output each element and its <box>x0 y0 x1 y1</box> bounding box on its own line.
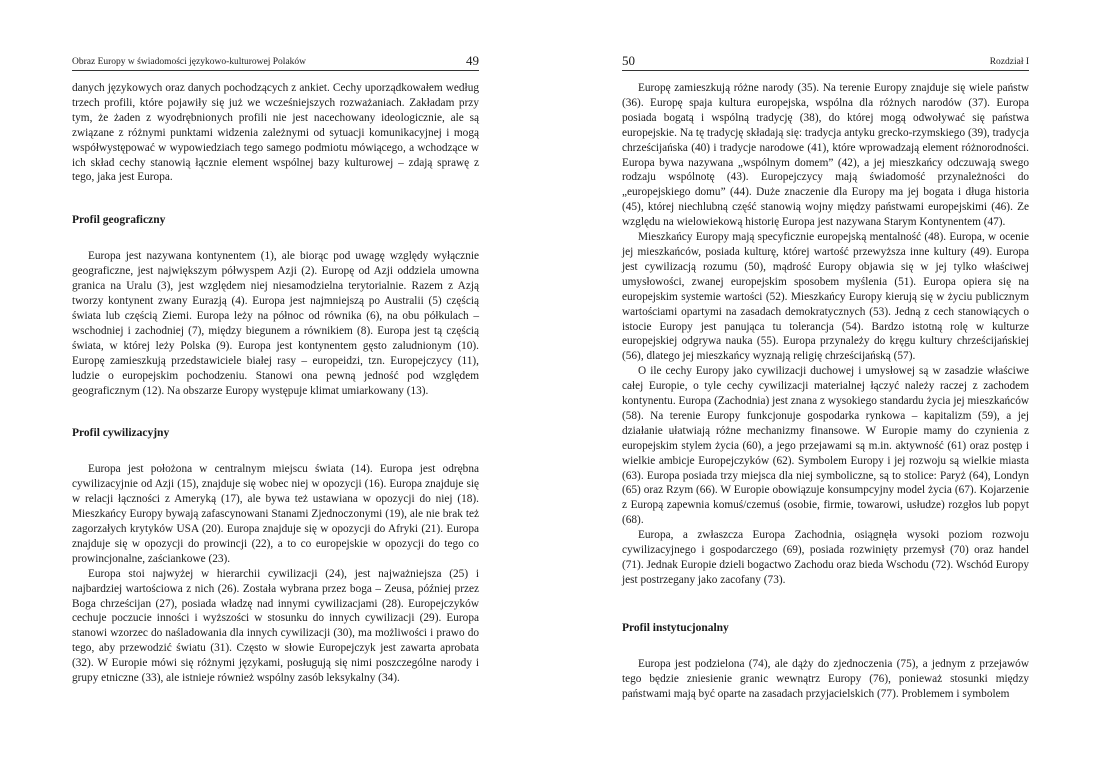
civ-paragraph-2: Europa stoi najwyżej w hierarchii cywilizacji (24), jest najważniejsza (25) i najbardziej wartościowa z nich (26). Została wybrana przez boga – Zeusa, później przez Boga chrześcijan (27), posiada władzę nad innymi cywilizacjami (28). Europejczyków cechuje poczucie inności i wyższości w stosunku do innych cywilizacji (29). Europa stanowi wzorzec do naśladowania dla innych cywilizacji (30), ma możliwości i prawo do tego, aby przewodzić światu (31). Często w słowie Europejczyk jest zawarta aprobata (32). W Europie mówi się różnymi językami, posługują się nimi poszczególne narody i grupy etniczne (33), ale istnieje również wspólny zasób leksykalny (34). <box>72 567 479 685</box>
section-heading-geo: Profil geograficzny <box>72 214 166 227</box>
geo-paragraph: Europa jest nazywana kontynentem (1), ale biorąc pod uwagę względy wyłącznie geograficzne, jest największym półwyspem Azji (2). Europę od Azji oddziela umowna granica na Uralu (3), jest względem niej niesamodzielna terytorialnie. Razem z Azją tworzy kontynent zwany Eurazją (4). Europa jest najmniejszą po Australii (5) częścią świata lub częścią Ziemi. Europa leży na północ od równika (6), na obu półkulach – wschodniej i zachodniej (7), między biegunem a równikiem (8). Europa jest tą częścią świata, w której leży Polska (9). Europa jest kontynentem gęsto zaludnionym (10). Europę zamieszkują przedstawiciele białej rasy – europeidzi, tzn. Europejczycy (11), ludzie o europejskim pochodzeniu. Stanowi ona pewną jedność pod względem geograficznym (12). Na obszarze Europy występuje klimat umiarkowany (13). <box>72 250 479 397</box>
right-paragraph-1: Europę zamieszkują różne narody (35). Na terenie Europy znajduje się wiele państw (36). Europę spaja kultura europejska, wspólna dla różnych narodów (37). Europa posiada bogatą i wspólną tradycję (38), do której mogą odwoływać się państwa europejskie. Na tę tradycję składają się: tradycja antyku grecko-rzymskiego (39), tradycja chrześcijańska (40) i tradycje narodowe (41), które wprowadzają element różnorodności. Europa bywa nazywana „wspólnym domem” (42), a jej mieszkańcy odczuwają swego rodzaju wspólnotę (43). Europejczycy mają świadomość przynależności do „europejskiego domu” (44). Duże znaczenie dla Europy ma jej bogata i długa historia (45), której niechlubną część stanowią wojny między państwami europejskimi (46). Ze względu na wielowiekową historię Europa jest nazywana Starym Kontynentem (47). <box>622 82 1029 229</box>
right-running-head-title: Rozdział I <box>989 57 1029 67</box>
civ-paragraph-1: Europa jest położona w centralnym miejscu świata (14). Europa jest odrębna cywilizacyjnie od Azji (15), znajduje się wobec niej w opozycji (16). Europa znajduje się w relacji łączności z Ameryką (17), ale bywa też ustawiana w opozycji do niej (18). Mieszkańcy Europy bywają zafascynowani Stanami Zjednoczonymi (19), ale nie brak też zagorzałych krytyków USA (20). Europa znajduje się w opozycji do Afryki (21). Europa znajduje się w opozycji do prowincji (22), a to co europejskie w opozycji do tego co prowincjonalne, zaściankowe (23). <box>72 463 479 565</box>
right-paragraph-3: O ile cechy Europy jako cywilizacji duchowej i umysłowej są w zasadzie właściwe całej Europie, o tyle cechy cywilizacji materialnej łączyć należy raczej z zachodem kontynentu. Europa (Zachodnia) jest znana z wysokiego standardu życia jej mieszkańców (58). Na terenie Europy funkcjonuje gospodarka rynkowa – kapitalizm (59), a jej działanie ułatwiają różne mechanizmy finansowe. W Europie mamy do czynienia z europejskim stylem życia (60), a jego przejawami są m.in. aktywność (61) oraz postęp i wielkie ambicje Europejczyków (62). Symbolem Europy i jej rozwoju są wielkie miasta (63). Europa posiada trzy miejsca dla niej symboliczne, są to stolice: Paryż (64), Londyn (65) oraz Rzym (66). W Europie obowiązuje konsumpcyjny model życia (67). Kojarzenie z Europą zapewnia komuś/czemuś (osobie, firmie, towarowi, usłudze) rozgłos lub popyt (68). <box>622 365 1029 527</box>
left-page-body <box>72 81 479 686</box>
intro-paragraph: danych językowych oraz danych pochodzących z ankiet. Cechy uporządkowałem według trzech profili, które pojawiły się już we wcześniejszych rozważaniach. Zakładam przy tym, że żaden z wyodrębnionych profili nie jest nacechowany ideologicznie, ale są związane z różnymi punktami widzenia zależnymi od sytuacji komunikacyjnej i mogą współwystępować w wypowiedziach tego samego podmiotu mówiącego, a wchodzące w ich skład cechy stanowią łącznie element wspólnej bazy kulturowej – zdają sprawę z tego, jaka jest Europa. <box>72 82 479 184</box>
section-heading-inst: Profil instytucjonalny <box>622 621 729 634</box>
right-paragraph-2: Mieszkańcy Europy mają specyficznie europejską mentalność (48). Europa, w ocenie jej mieszkańców, posiada kulturę, której wartość przewyższa inne kultury (49). Europa jest cywilizacją rozumu (50), mądrość Europy objawia się w jej tylko właściwej umysłowości, zwanej europejskim sposobem myślenia (51). Europa opiera się na europejskim systemie wartości (52). Mieszkańcy Europy kierują się w życiu publicznym wartościami opartymi na zasadach demokratycznych (53). Jedną z cech stanowiących o istocie Europy jest panująca tu tolerancja (54). Bardzo istotną rolę w kulturze europejskiej odgrywa nauka (55). Europa przynależy do kręgu kultury chrześcijańskiej (56), dlatego jej mieszkańcy wyznają religię chrześcijańską (57). <box>622 231 1029 363</box>
section-heading-civ: Profil cywilizacyjny <box>72 427 170 440</box>
right-page-body <box>622 81 1029 702</box>
left-page-number: 49 <box>466 53 479 68</box>
right-paragraph-4: Europa, a zwłaszcza Europa Zachodnia, osiągnęła wysoki poziom rozwoju cywilizacyjnego i gospodarczego (69), posiada rozwinięty przemysł (70) oraz handel (71). Jednak Europie dzieli bogactwo Zachodu oraz bieda Wschodu (72). Wschód Europy jest postrzegany jako zacofany (73). <box>622 529 1029 586</box>
right-page-number: 50 <box>622 53 635 68</box>
left-running-header <box>72 52 479 71</box>
left-running-head-title: Obraz Europy w świadomości językowo-kulturowej Polaków <box>72 57 307 67</box>
inst-paragraph: Europa jest podzielona (74), ale dąży do zjednoczenia (75), a jednym z przejawów tego będzie zniesienie granic wewnątrz Europy (76), ponieważ stosunki między państwami mają być oparte na zasadach przyjacielskich (77). Problemem i symbolem <box>622 657 1029 700</box>
right-running-header <box>622 52 1029 71</box>
right-page <box>550 0 1100 777</box>
